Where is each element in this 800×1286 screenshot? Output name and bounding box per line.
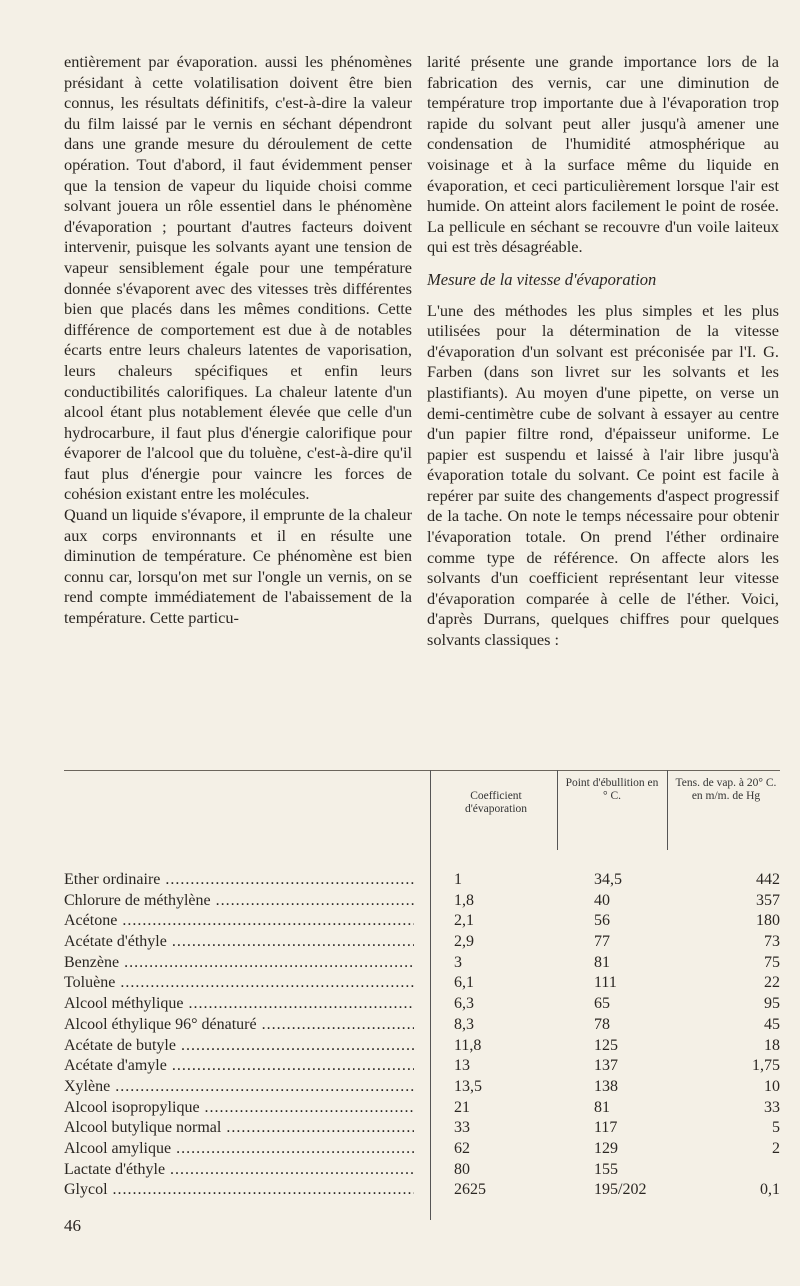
cell-boiling-point: 40 — [594, 891, 610, 909]
cell-coefficient: 62 — [454, 1139, 470, 1157]
table-row — [64, 870, 780, 891]
cell-vapor-pressure: 180 — [756, 912, 780, 930]
table-header-rule — [667, 770, 668, 850]
cell-boiling-point: 117 — [594, 1119, 618, 1137]
right-paragraph-1: larité présente une grande importance lors de la fabrication des vernis, car une diminution de température trop importante due à l'évaporation trop rapide du solvant peut aller jusqu'à amener une condensation de l'humidité atmosphérique au voisinage et à la surface même du liquide en évaporation, et ceci particulièrement lorsque l'air est humide. On atteint alors facilement le point de rosée. La pellicule en séchant se recouvre d'un voile laiteux qui est très désagréable. — [427, 52, 779, 257]
cell-boiling-point: 155 — [594, 1160, 618, 1178]
cell-vapor-pressure: 442 — [756, 871, 780, 888]
header-coefficient: Coefficient d'évaporation — [464, 790, 528, 815]
cell-boiling-point: 34,5 — [594, 871, 622, 888]
table-row — [64, 973, 780, 994]
cell-coefficient: 3 — [454, 953, 462, 971]
table-row — [64, 953, 780, 974]
table-row — [64, 1160, 780, 1181]
cell-boiling-point: 195/202 — [594, 1181, 647, 1199]
cell-vapor-pressure: 45 — [764, 1015, 780, 1033]
solvent-table — [64, 870, 780, 1201]
solvent-name: Alcool butylique normal ..... — [64, 1118, 414, 1139]
cell-boiling-point: 81 — [594, 953, 610, 971]
cell-vapor-pressure: 75 — [764, 953, 780, 971]
table-row — [64, 1180, 780, 1201]
solvent-name: Acétone ..... — [64, 911, 414, 932]
cell-coefficient: 2,1 — [454, 912, 474, 930]
cell-vapor-pressure: 95 — [764, 995, 780, 1013]
cell-boiling-point: 77 — [594, 933, 610, 951]
table-header-rule — [557, 770, 558, 850]
cell-boiling-point: 129 — [594, 1139, 618, 1157]
cell-boiling-point: 138 — [594, 1077, 618, 1095]
solvent-name: Ether ordinaire ..... — [64, 870, 414, 891]
solvent-name: Glycol ..... — [64, 1180, 414, 1201]
solvent-name: Xylène ..... — [64, 1077, 414, 1098]
cell-coefficient: 6,3 — [454, 995, 474, 1013]
cell-coefficient: 8,3 — [454, 1015, 474, 1033]
cell-boiling-point: 81 — [594, 1098, 610, 1116]
cell-coefficient: 2,9 — [454, 933, 474, 951]
header-boiling-point: Point d'ébullition en ° C. — [565, 777, 659, 802]
solvent-name: Alcool isopropylique ..... — [64, 1098, 414, 1119]
table-row — [64, 891, 780, 912]
table-row — [64, 1077, 780, 1098]
table-row — [64, 1015, 780, 1036]
cell-boiling-point: 56 — [594, 912, 610, 930]
solvent-name: Alcool éthylique 96° dénaturé ..... — [64, 1015, 414, 1036]
table-row — [64, 1056, 780, 1077]
solvent-name: Chlorure de méthylène ..... — [64, 891, 414, 912]
solvent-name: Alcool amylique ..... — [64, 1139, 414, 1160]
left-paragraph-2: Quand un liquide s'évapore, il emprunte de la chaleur aux corps environnants et il en résulte une diminution de température. Ce phénomène est bien connu car, lorsqu'on met sur l'ongle un vernis, on se rend compte immédiatement de l'abaissement de la température. Cette particu- — [64, 505, 412, 628]
cell-coefficient: 13 — [454, 1057, 470, 1075]
cell-coefficient: 21 — [454, 1098, 470, 1116]
cell-vapor-pressure: 18 — [764, 1036, 780, 1054]
table-row — [64, 1098, 780, 1119]
cell-boiling-point: 111 — [594, 974, 617, 992]
solvent-name: Acétate de butyle ..... — [64, 1036, 414, 1057]
cell-boiling-point: 125 — [594, 1036, 618, 1054]
cell-boiling-point: 137 — [594, 1057, 618, 1075]
cell-coefficient: 1,8 — [454, 891, 474, 909]
cell-coefficient: 33 — [454, 1119, 470, 1137]
table-row — [64, 911, 780, 932]
cell-boiling-point: 78 — [594, 1015, 610, 1033]
solvent-name: Acétate d'amyle ..... — [64, 1056, 414, 1077]
cell-vapor-pressure: 357 — [756, 891, 780, 909]
table-row — [64, 1036, 780, 1057]
table-row — [64, 932, 780, 953]
solvent-name: Benzène ..... — [64, 953, 414, 974]
cell-vapor-pressure: 22 — [764, 974, 780, 992]
cell-coefficient: 13,5 — [454, 1077, 482, 1095]
cell-coefficient: 80 — [454, 1160, 470, 1178]
cell-vapor-pressure: 5 — [772, 1119, 780, 1137]
solvent-name: Toluène ..... — [64, 973, 414, 994]
cell-vapor-pressure: 10 — [764, 1077, 780, 1095]
solvent-name: Lactate d'éthyle ..... — [64, 1160, 414, 1181]
table-top-rule — [64, 770, 780, 771]
header-vapor-pressure: Tens. de vap. à 20° C. en m/m. de Hg — [675, 777, 777, 802]
left-text-column — [64, 52, 412, 629]
solvent-name: Alcool méthylique ..... — [64, 994, 414, 1015]
table-row — [64, 1139, 780, 1160]
cell-vapor-pressure: 33 — [764, 1098, 780, 1116]
cell-coefficient: 6,1 — [454, 974, 474, 992]
cell-vapor-pressure: 73 — [764, 933, 780, 951]
table-row — [64, 1118, 780, 1139]
cell-vapor-pressure: 1,75 — [752, 1057, 780, 1075]
right-text-column — [427, 52, 779, 651]
section-heading: Mesure de la vitesse d'évaporation — [427, 269, 657, 289]
solvent-name: Acétate d'éthyle ..... — [64, 932, 414, 953]
page-number: 46 — [64, 1216, 81, 1235]
left-paragraph-1: entièrement par évaporation. aussi les phénomènes présidant à cette volatilisation doivent être bien connus, les résultats définitifs, c'est-à-dire la valeur du film laissé par le vernis en séchant dépendront dans une grande mesure du déroulement de cette opération. Tout d'abord, il faut évidemment penser que la tension de vapeur du liquide choisi comme solvant jouera un rôle essentiel dans le phénomène d'évaporation ; pourtant d'autres facteurs doivent intervenir, puisque les solvants ayant une tension de vapeur sensiblement égale pour une température donnée s'évaporent avec des vitesses très différentes bien que placés dans les mêmes conditions. Cette différence de comportement est due à de notables écarts entre leurs chaleurs latentes de vaporisation, leurs chaleurs spécifiques et enfin leurs conductibilités calorifiques. La chaleur latente d'un alcool étant plus notablement élevée que celle d'un hydrocarbure, il faut plus d'énergie calorifique pour évaporer de l'alcool que du toluène, c'est-à-dire qu'il faut plus d'énergie pour vaincre les forces de cohésion existant entre les molécules. — [64, 52, 412, 504]
cell-vapor-pressure: 0,1 — [760, 1181, 780, 1199]
cell-coefficient: 2625 — [454, 1181, 486, 1199]
table-row — [64, 994, 780, 1015]
cell-vapor-pressure: 2 — [772, 1139, 780, 1157]
cell-boiling-point: 65 — [594, 995, 610, 1013]
cell-coefficient: 1 — [454, 871, 462, 888]
cell-coefficient: 11,8 — [454, 1036, 482, 1054]
right-paragraph-2: L'une des méthodes les plus simples et les plus utilisées pour la détermination de la vitesse d'évaporation d'un solvant est préconisée par l'I. G. Farben (dans son livret sur les solvants et les plastifiants). Au moyen d'une pipette, on verse un demi-centimètre cube de solvant à essayer au centre d'un papier filtre rond, d'épaisseur uniforme. Le papier est suspendu et laissé à l'air libre jusqu'à évaporation totale du solvant. Ce point est facile à repérer par suite des changements d'aspect progressif de la tache. On note le temps nécessaire pour obtenir l'évaporation totale. On prend l'éther ordinaire comme type de référence. On affecte alors les solvants d'un coefficient représentant leur vitesse d'évaporation comparée à celle de l'éther. Voici, d'après Durrans, quelques chiffres pour quelques solvants classiques : — [427, 300, 779, 650]
